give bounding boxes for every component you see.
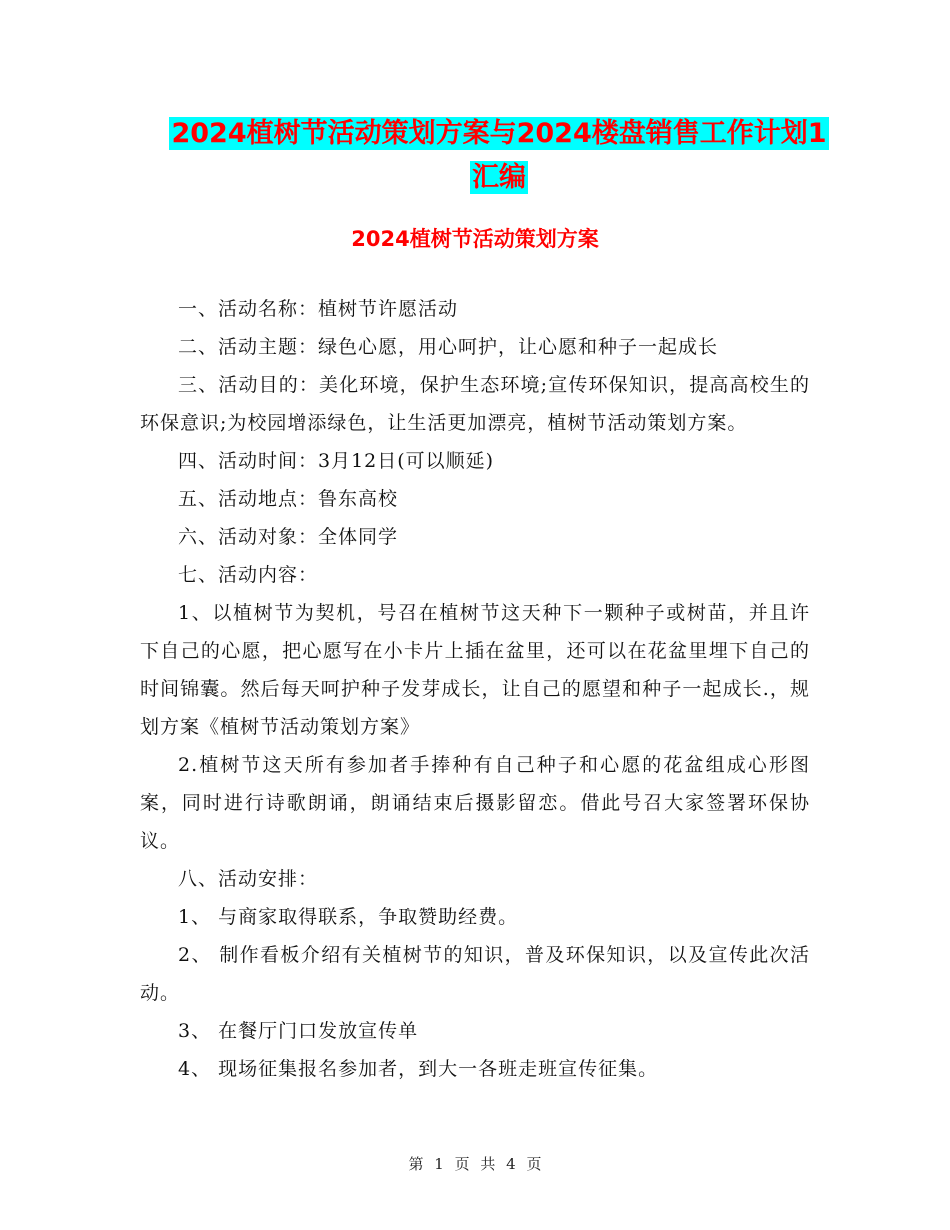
document-title xyxy=(140,112,858,200)
paragraph-activity-location: 五、活动地点：鲁东高校 xyxy=(178,488,399,510)
paragraph-arrangement-item-1: 1、 与商家取得联系，争取赞助经费。 xyxy=(178,906,519,928)
paragraph-arrangement-item-4: 4、 现场征集报名参加者，到大一各班走班宣传征集。 xyxy=(178,1058,659,1080)
document-body xyxy=(140,290,810,1088)
paragraph-activity-content-heading: 七、活动内容： xyxy=(178,564,319,586)
page-footer: 第 1 页 共 4 页 xyxy=(408,1155,542,1173)
paragraph-content-item-1: 1、以植树节为契机，号召在植树节这天种下一颗种子或树苗，并且许下自己的心愿，把心愿写在小卡片上插在盆里，还可以在花盆里埋下自己的时间锦囊。然后每天呵护种子发芽成长，让自己的愿望和种子一起成长.，规划方案《植树节活动策划方案》 xyxy=(140,602,810,738)
paragraph-arrangement-item-2: 2、 制作看板介绍有关植树节的知识，普及环保知识，以及宣传此次活动。 xyxy=(140,944,810,1004)
document-title-line-1: 2024植树节活动策划方案与2024楼盘销售工作计划1 xyxy=(171,118,827,149)
document-title-line-2: 汇编 xyxy=(472,162,526,193)
paragraph-activity-name: 一、活动名称：植树节许愿活动 xyxy=(178,298,459,320)
paragraph-activity-audience: 六、活动对象：全体同学 xyxy=(178,526,399,548)
paragraph-activity-purpose: 三、活动目的：美化环境，保护生态环境;宣传环保知识，提高高校生的环保意识;为校园增添绿色，让生活更加漂亮，植树节活动策划方案。 xyxy=(140,374,810,434)
paragraph-content-item-2: 2.植树节这天所有参加者手捧种有自己种子和心愿的花盆组成心形图案，同时进行诗歌朗诵，朗诵结束后摄影留恋。借此号召大家签署环保协议。 xyxy=(140,754,810,852)
paragraph-activity-time: 四、活动时间：3月12日(可以顺延) xyxy=(178,450,495,472)
paragraph-activity-theme: 二、活动主题：绿色心愿，用心呵护，让心愿和种子一起成长 xyxy=(178,336,719,358)
paragraph-arrangement-heading: 八、活动安排： xyxy=(178,868,319,890)
paragraph-arrangement-item-3: 3、 在餐厅门口发放宣传单 xyxy=(178,1020,419,1042)
section-title: 2024植树节活动策划方案 xyxy=(351,227,599,251)
